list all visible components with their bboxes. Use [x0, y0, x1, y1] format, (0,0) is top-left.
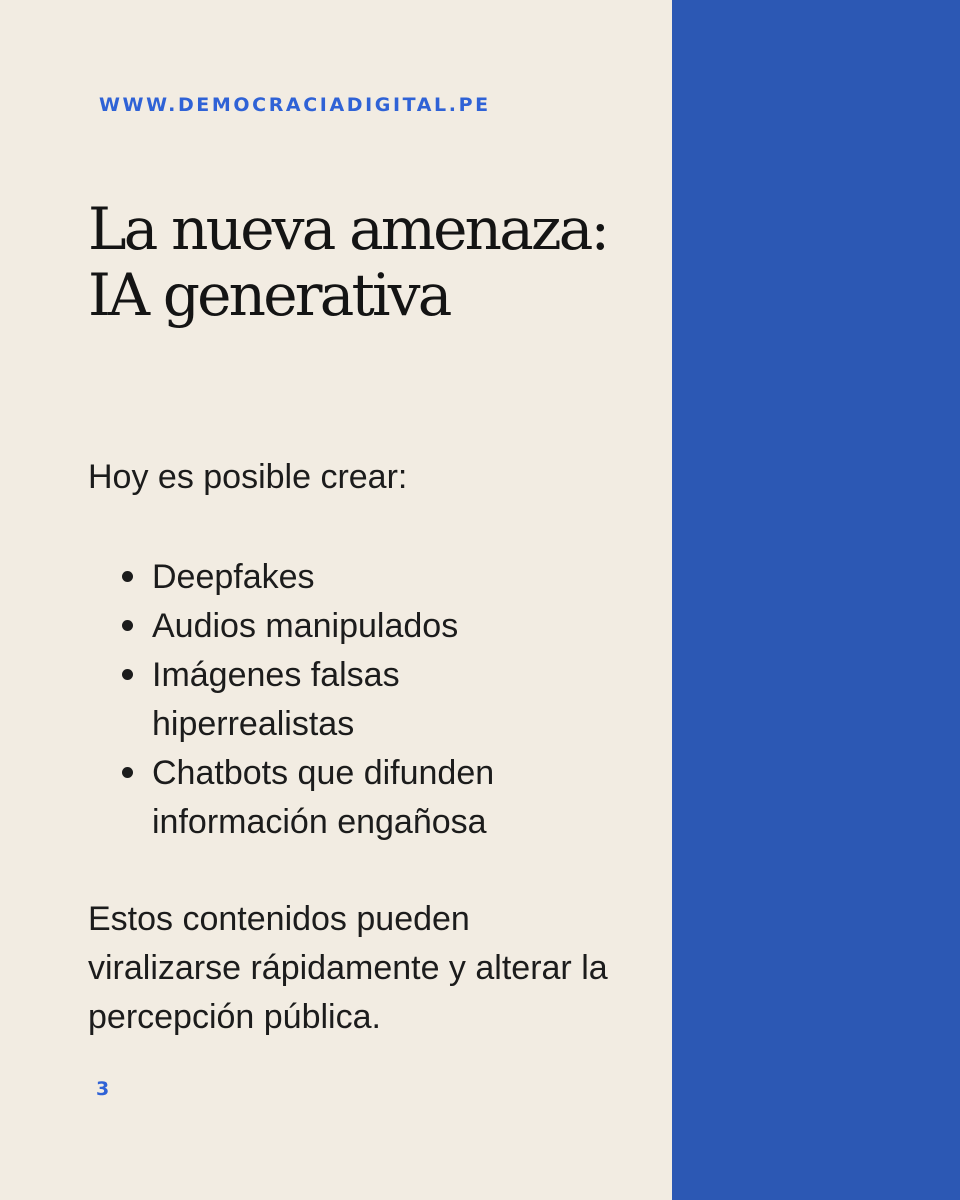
bullet-item — [152, 651, 592, 749]
closing-text: Estos contenidos pueden viralizarse rápidamente y alterar la percepción pública. — [88, 900, 608, 1036]
bullet-list — [152, 553, 592, 847]
bullet-item — [152, 553, 592, 602]
bullet-dot-icon — [122, 669, 133, 680]
bullet-text: Chatbots que difunden información engañosa — [152, 754, 495, 841]
page-number: 3 — [96, 1078, 110, 1100]
page-title: La nueva amenaza: IA generativa — [88, 195, 608, 329]
intro-text: Hoy es posible crear: — [88, 458, 408, 496]
bullet-dot-icon — [122, 571, 133, 582]
bullet-text: Imágenes falsas hiperrealistas — [152, 656, 400, 743]
bullet-item — [152, 749, 592, 847]
bullet-dot-icon — [122, 767, 133, 778]
bullet-text: Deepfakes — [152, 558, 315, 596]
bullet-dot-icon — [122, 620, 133, 631]
bullet-text: Audios manipulados — [152, 607, 459, 645]
accent-panel — [672, 0, 960, 1200]
bullet-item — [152, 602, 592, 651]
site-url: WWW.DEMOCRACIADIGITAL.PE — [99, 94, 491, 116]
